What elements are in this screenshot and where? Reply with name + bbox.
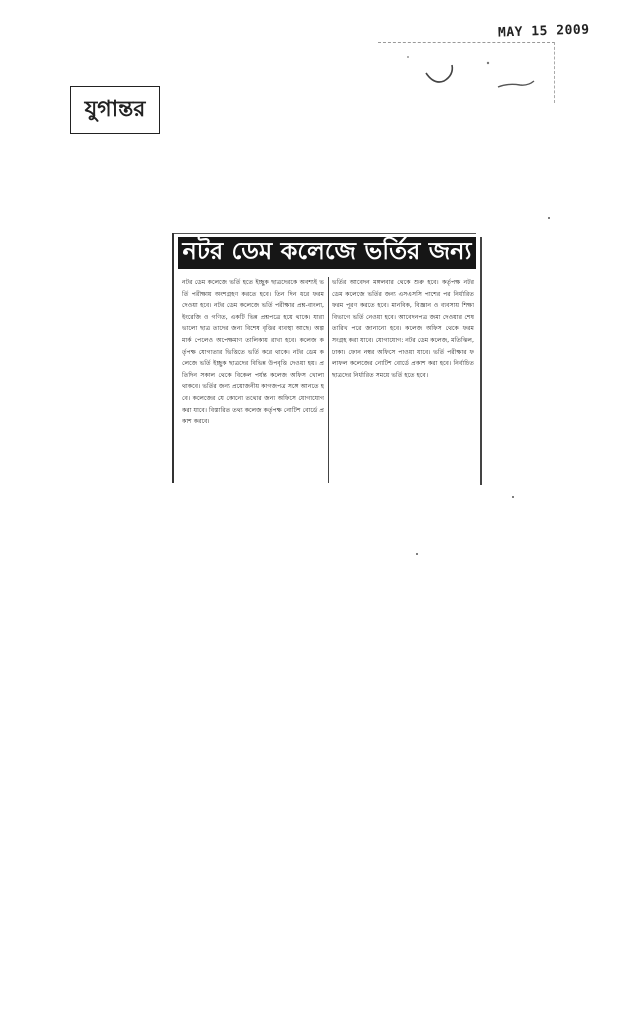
headline: নটর ডেম কলেজে ভর্তির জন্য bbox=[182, 237, 472, 265]
left-column: নটর ডেম কলেজে ভর্তি হতে ইচ্ছুক ছাত্রদেরকে অবশ্যই ভর্তি পরীক্ষায় অংশগ্রহণ করতে হবে। তিন দিন ধরে ফরম দেওয়া হবে। নটর ডেম কলেজে ভর্তি পরীক্ষার প্রশ্ন-বাংলা, ইংরেজি ও গণিত, একটি ভিন্ন প্রশ্নপত্রে হয়ে থাকে। যারা ভালো ছাত্র তাদের জন্য বিশেষ বৃত্তির ব্যবস্থা আছে। অল্প মার্ক পেলেও অপেক্ষমাণ তালিকায় রাখা হবে। কলেজ কর্তৃপক্ষ যোগ্যতার ভিত্তিতে ভর্তি করে থাকে। নটর ডেম কলেজে ভর্তি ইচ্ছুক ছাত্রদের বিভিন্ন উপবৃত্তি দেওয়া হয়। প্রতিদিন সকাল থেকে বিকেল পর্যন্ত কলেজ অফিস খোলা থাকবে। ভর্তির জন্য প্রয়োজনীয় কাগজপত্র সঙ্গে আনতে হবে। কলেজের যে কোনো তথ্যের জন্য অফিসে যোগাযোগ করা যাবে। বিস্তারিত তথ্য কলেজ কর্তৃপক্ষ নোটিশ বোর্ডে প্রকাশ করবে। bbox=[182, 279, 324, 426]
date-stamp: MAY 15 2009 bbox=[497, 22, 590, 41]
clip-left-border bbox=[172, 233, 174, 483]
newspaper-masthead bbox=[70, 86, 160, 134]
masthead-name: যুগান্তর bbox=[84, 95, 146, 122]
headline-banner bbox=[178, 237, 476, 269]
scan-speck bbox=[416, 553, 418, 555]
right-column: ভর্তির আবেদন মঙ্গলবার থেকে শুরু হবে। কর্তৃপক্ষ নটর ডেম কলেজে ভর্তির জন্য এসএসসি পাশের পর নির্ধারিত ফরম পূরণ করতে হবে। মানবিক, বিজ্ঞান ও ব্যবসায় শিক্ষা বিভাগে ভর্তি নেওয়া হবে। আবেদনপত্র জমা দেওয়ার শেষ তারিখ পরে জানানো হবে। কলেজ অফিস থেকে ফরম সংগ্রহ করা যাবে। যোগাযোগ: নটর ডেম কলেজ, মতিঝিল, ঢাকা। ফোন নম্বর অফিসে পাওয়া যাবে। ভর্তি পরীক্ষার ফলাফল কলেজের নোটিশ বোর্ডে প্রকাশ করা হবে। নির্বাচিত ছাত্রদের নির্ধারিত সময়ে ভর্তি হতে হবে। bbox=[332, 279, 474, 379]
handwritten-annotation bbox=[378, 42, 555, 103]
article-body bbox=[182, 277, 474, 483]
scan-speck bbox=[512, 496, 514, 498]
column-divider bbox=[328, 277, 329, 483]
clip-right-border bbox=[480, 237, 482, 485]
news-clipping bbox=[172, 227, 484, 485]
scan-speck bbox=[548, 217, 550, 219]
